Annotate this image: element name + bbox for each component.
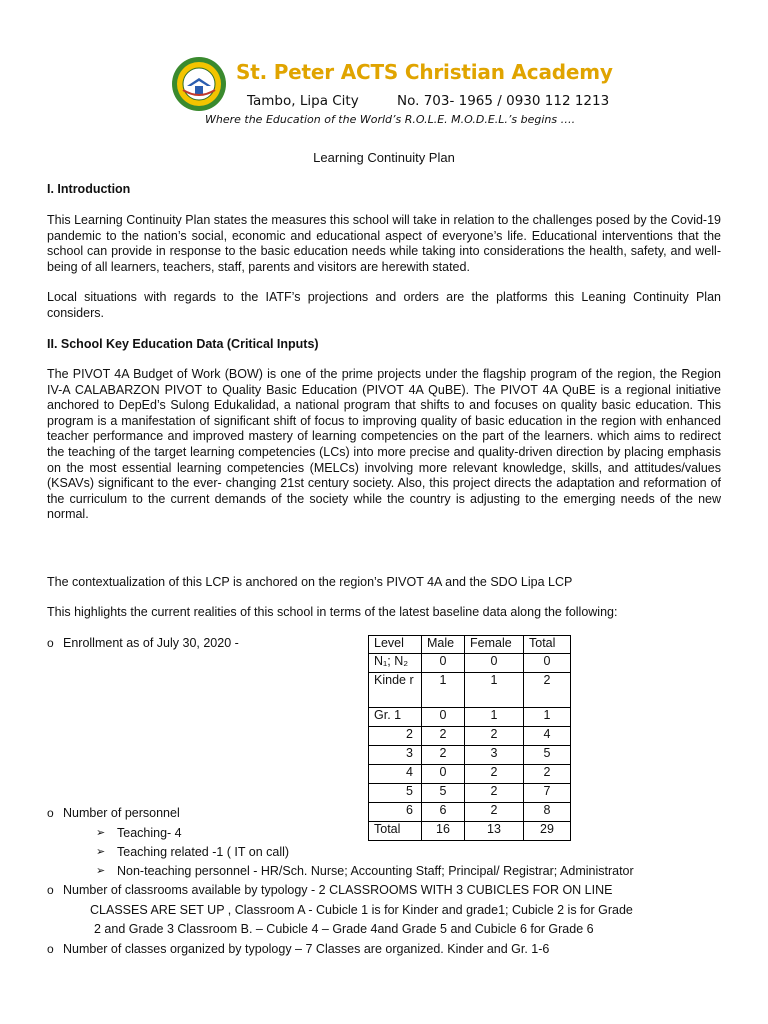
school-name: St. Peter ACTS Christian Academy [236,60,613,84]
school-contact: No. 703- 1965 / 0930 112 1213 [397,93,610,109]
cell-male: 2 [422,746,465,765]
cell-male: 0 [422,765,465,784]
cell-male: 6 [422,803,465,822]
cell-male: 0 [422,654,465,673]
cell-total: 2 [524,765,571,784]
intro-paragraph: This Learning Continuity Plan states the measures this school will take in relation to the challenges posed by the Covid-19 pandemic to the nation’s social, economic and educational aspect of everyone’s life. Educational interventions that the school can provide in response to the basic education needs while taking into considerations the health, safety, and well-being of all learners, teachers, staff, parents and visitors are herewith stated. [47,213,721,274]
table-row [369,727,571,746]
personnel-non-teaching: Non-teaching personnel - HR/Sch. Nurse; Accounting Staff; Principal/ Registrar; Administrator [117,864,634,878]
table-row [369,746,571,765]
arrow-bullet-icon: ➢ [96,827,106,839]
cell-total: 0 [524,654,571,673]
header-female: Female [465,636,524,654]
intro-paragraph-local: Local situations with regards to the IATF’s projections and orders are the platforms this Leaning Continuity Plan considers. [47,290,721,320]
cell-level: 3 [369,746,422,765]
cell-total: 4 [524,727,571,746]
table-header-row [369,636,571,654]
cell-female: 3 [465,746,524,765]
table-row [369,765,571,784]
cell-female: 0 [465,654,524,673]
table-row [369,784,571,803]
cell-female: 2 [465,727,524,746]
bullet-marker: o [47,942,54,956]
cell-male: 0 [422,708,465,727]
cell-total: 2 [524,673,571,708]
school-tagline: Where the Education of the World’s R.O.L.E. M.O.D.E.L.’s begins …. [205,113,576,126]
table-row [369,708,571,727]
cell-male: 1 [422,673,465,708]
enrollment-table [368,635,571,841]
table-total-row [369,822,571,841]
cell-female: 2 [465,784,524,803]
cell-male: 5 [422,784,465,803]
cell-level: N₁; N₂ [369,654,422,673]
bullet-marker: o [47,806,54,820]
contextualization-text: The contextualization of this LCP is anchored on the region’s PIVOT 4A and the SDO Lipa LCP [47,575,573,589]
header-male: Male [422,636,465,654]
cell-total: 7 [524,784,571,803]
section-heading-introduction: I. Introduction [47,182,131,196]
header-level: Level [369,636,422,654]
classes-line-1: Number of classes organized by typology – 7 Classes are organized. Kinder and Gr. 1-6 [63,942,550,956]
bullet-marker: o [47,883,54,897]
pivot-paragraph: The PIVOT 4A Budget of Work (BOW) is one of the prime projects under the flagship program of the region, the Region IV-A CALABARZON PIVOT to Quality Basic Education (PIVOT 4A QuBE). The PIVOT 4A QuBE is a regional initiative anchored to DepEd’s Sulong Edukalidad, a national program that shifts to and focuses on quality basic education. This program is a manifestation of significant shift of focus to improving quality of basic education in the region with enhanced teacher performance and improved mastery of learning competencies on the part of the learners. which aims to redirect the teaching of the target learning competencies (LCs) into more precise and quality-driven direction by placing emphasis on the most essential learning competencies (MELCs) involving more relevant knowledge, skills, and attitudes/values (KSAVs) significant to the ever- changing 21st century society. Also, this project directs the adaptation and reformation of the curriculum to the current demands of the society while the country is adjusting to the emerging needs of the new normal. [47,367,721,522]
section-heading-key-data: II. School Key Education Data (Critical Inputs) [47,337,319,351]
cell-total: 29 [524,822,571,841]
classrooms-line-1: Number of classrooms available by typology - 2 CLASSROOMS WITH 3 CUBICLES FOR ON LINE [63,883,613,897]
cell-female: 2 [465,803,524,822]
cell-male: 16 [422,822,465,841]
cell-total: 1 [524,708,571,727]
cell-female: 1 [465,708,524,727]
cell-total: 5 [524,746,571,765]
enrollment-label: Enrollment as of July 30, 2020 - [63,636,239,650]
classrooms-line-2: CLASSES ARE SET UP , Classroom A - Cubicle 1 is for Kinder and grade1; Cubicle 2 is for Grade [90,903,633,917]
cell-total: 8 [524,803,571,822]
highlights-text: This highlights the current realities of this school in terms of the latest baseline data along the following: [47,605,618,619]
arrow-bullet-icon: ➢ [96,846,106,858]
cell-level: 5 [369,784,422,803]
cell-female: 2 [465,765,524,784]
cell-female: 13 [465,822,524,841]
cell-level: Gr. 1 [369,708,422,727]
school-address: Tambo, Lipa City [247,93,359,109]
cell-level: 4 [369,765,422,784]
table-row [369,654,571,673]
cell-level: Kinde r [369,673,422,708]
cell-female: 1 [465,673,524,708]
cell-male: 2 [422,727,465,746]
cell-level: Total [369,822,422,841]
cell-level: 2 [369,727,422,746]
classrooms-line-3: 2 and Grade 3 Classroom B. – Cubicle 4 – Grade 4and Grade 5 and Cubicle 6 for Grade 6 [94,922,594,936]
document-title: Learning Continuity Plan [313,150,455,165]
school-logo [171,56,227,112]
personnel-label: Number of personnel [63,806,180,820]
table-row [369,803,571,822]
bullet-marker: o [47,636,54,650]
table-row [369,673,571,708]
header-total: Total [524,636,571,654]
personnel-teaching-related: Teaching related -1 ( IT on call) [117,845,290,859]
personnel-teaching: Teaching- 4 [117,826,182,840]
cell-level: 6 [369,803,422,822]
arrow-bullet-icon: ➢ [96,865,106,877]
